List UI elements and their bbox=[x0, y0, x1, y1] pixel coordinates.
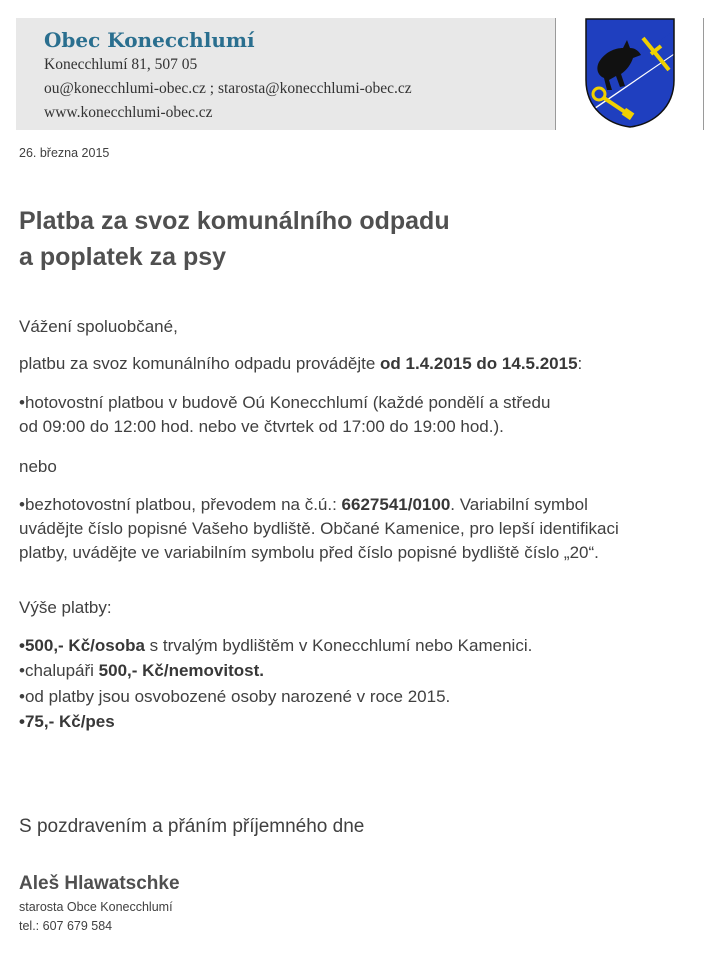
org-name: Obec Konecchlumí bbox=[44, 28, 255, 52]
coat-of-arms-icon bbox=[585, 18, 675, 128]
signature-role: starosta Obce Konecchlumí bbox=[19, 900, 173, 914]
bank-payment-line-1 bbox=[19, 493, 588, 516]
bank-text-post: . Variabilní symbol bbox=[450, 495, 588, 514]
cash-payment-line-2: od 09:00 do 12:00 hod. nebo ve čtvrtek od 17:00 do 19:00 hod.). bbox=[19, 417, 504, 436]
intro-colon: : bbox=[577, 354, 583, 373]
org-address: Konecchlumí 81, 507 05 bbox=[44, 56, 198, 73]
signature-name: Aleš Hlawatschke bbox=[19, 873, 180, 894]
fee-item-exempt: •od platby jsou osvobozené osoby narozené v roce 2015. bbox=[19, 687, 451, 706]
letterhead-divider-right bbox=[703, 18, 704, 130]
fees-heading: Výše platby: bbox=[19, 598, 112, 617]
bank-text: •bezhotovostní platbou, převodem na č.ú.: bbox=[19, 495, 342, 514]
signature-phone: tel.: 607 679 584 bbox=[19, 919, 113, 933]
salutation: Vážení spoluobčané, bbox=[19, 317, 178, 336]
or-text: nebo bbox=[19, 457, 57, 476]
cash-payment-line-1: •hotovostní platbou v budově Oú Konecchlumí (každé pondělí a středu bbox=[19, 393, 551, 412]
org-website: www.konecchlumi-obec.cz bbox=[44, 104, 213, 121]
fee-dog-amount: •75,- Kč/pes bbox=[19, 712, 115, 731]
title-line-2: a poplatek za psy bbox=[19, 243, 227, 271]
closing-greeting: S pozdravením a přáním příjemného dne bbox=[19, 816, 365, 837]
fee-person-amount: •500,- Kč/osoba bbox=[19, 636, 145, 655]
letterhead-divider bbox=[555, 18, 556, 130]
fee-cottage-amount: 500,- Kč/nemovitost. bbox=[98, 661, 264, 680]
bank-payment-line-2: uvádějte číslo popisné Vašeho bydliště. Občané Kamenice, pro lepší identifikaci bbox=[19, 519, 619, 538]
fee-item-person bbox=[19, 634, 532, 657]
fee-person-text: s trvalým bydlištěm v Konecchlumí nebo Kamenici. bbox=[144, 636, 533, 655]
title-line-1: Platba za svoz komunálního odpadu bbox=[19, 207, 450, 235]
bank-account-number: 6627541/0100 bbox=[341, 495, 451, 514]
fee-cottage-text: •chalupáři bbox=[19, 661, 99, 680]
intro-text: platbu za svoz komunálního odpadu provádějte bbox=[19, 354, 381, 373]
fee-item-dog bbox=[19, 710, 115, 733]
letter-date: 26. března 2015 bbox=[19, 146, 110, 160]
page-title bbox=[19, 203, 450, 275]
payment-period: od 1.4.2015 do 14.5.2015 bbox=[380, 354, 578, 373]
org-emails: ou@konecchlumi-obec.cz ; starosta@konecchlumi-obec.cz bbox=[44, 80, 412, 97]
fee-item-cottage bbox=[19, 659, 264, 682]
intro-paragraph bbox=[19, 352, 582, 375]
bank-payment-line-3: platby, uvádějte ve variabilním symbolu před číslo popisné bydliště číslo „20“. bbox=[19, 543, 599, 562]
